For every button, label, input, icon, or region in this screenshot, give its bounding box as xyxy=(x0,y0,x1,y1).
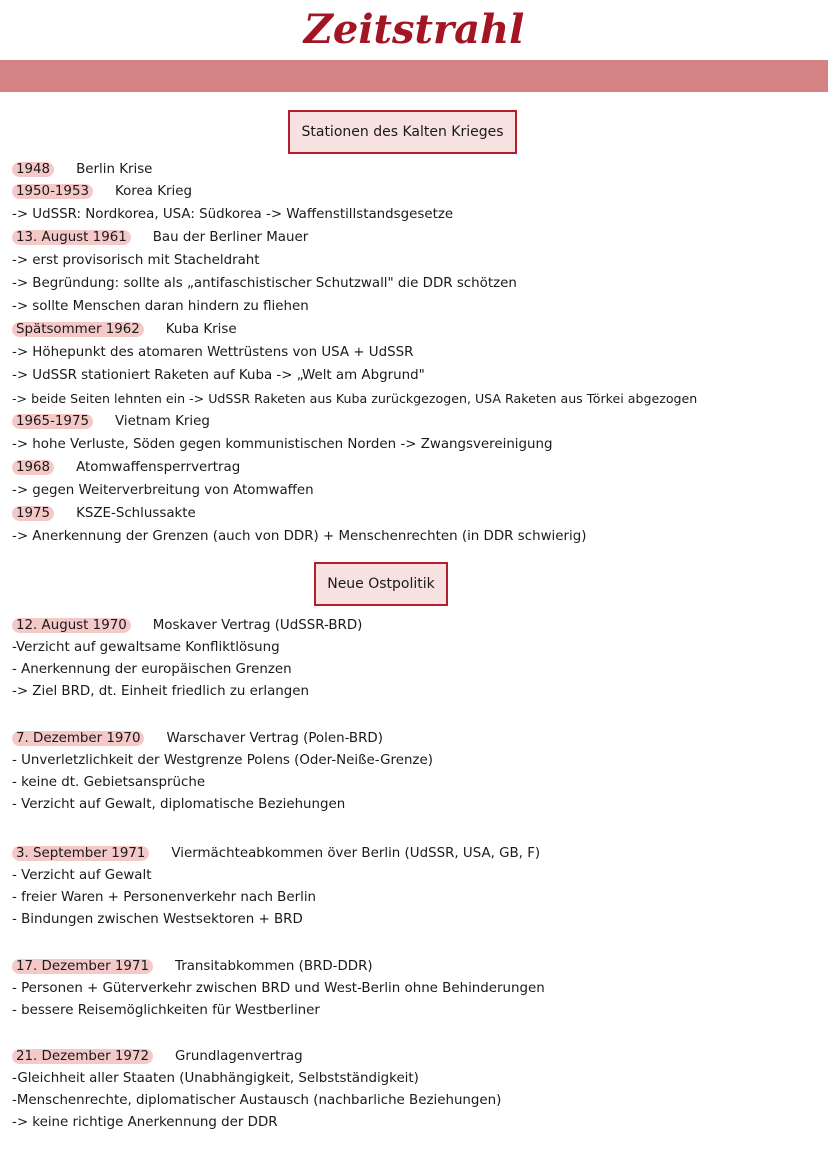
treaty-line xyxy=(12,615,362,637)
event-title: KSZE-Schlussakte xyxy=(76,506,196,521)
event-title: Grundlagenvertrag xyxy=(175,1049,303,1064)
treaty-line xyxy=(12,956,373,978)
treaty-point-line xyxy=(12,750,433,772)
cold-war-line xyxy=(12,296,309,318)
event-title: Bau der Berliner Mauer xyxy=(152,230,309,245)
event-note: -Gleichheit aller Staaten (Unabhängigkeit, Selbstständigkeit) xyxy=(12,1071,419,1086)
cold-war-line xyxy=(12,250,260,272)
event-note: -> Anerkennung der Grenzen (auch von DDR) + Menschenrechten (in DDR schwierig) xyxy=(12,529,587,544)
event-note: - Anerkennung der europäischen Grenzen xyxy=(12,662,292,677)
event-title: Moskaver Vertrag (UdSSR-BRD) xyxy=(152,618,363,633)
event-note: - Personen + Güterverkehr zwischen BRD und West-Berlin ohne Behinderungen xyxy=(12,981,545,996)
date-highlight: Spätsommer 1962 xyxy=(12,322,144,337)
cold-war-line xyxy=(12,480,314,502)
event-note: -> Begründung: sollte als „antifaschistischer Schutzwall" die DDR schötzen xyxy=(12,276,517,291)
date-highlight: 1975 xyxy=(12,506,54,521)
treaty-point-line xyxy=(12,1090,501,1112)
event-note: - Verzicht auf Gewalt xyxy=(12,868,152,883)
cold-war-line xyxy=(12,503,196,525)
cold-war-line xyxy=(12,159,152,181)
date-highlight: 13. August 1961 xyxy=(12,230,131,245)
cold-war-line xyxy=(12,457,240,479)
event-note: -> UdSSR stationiert Raketen auf Kuba -> „Welt am Abgrund" xyxy=(12,368,425,383)
cold-war-line xyxy=(12,319,237,341)
date-highlight: 3. September 1971 xyxy=(12,846,149,861)
treaty-point-line xyxy=(12,887,316,909)
date-highlight: 21. Dezember 1972 xyxy=(12,1049,153,1064)
event-note: - bessere Reisemöglichkeiten für Westberliner xyxy=(12,1003,320,1018)
cold-war-line xyxy=(12,411,210,433)
treaty-line xyxy=(12,728,383,750)
event-note: - freier Waren + Personenverkehr nach Berlin xyxy=(12,890,317,905)
event-note: -> keine richtige Anerkennung der DDR xyxy=(12,1115,278,1130)
event-title: Korea Krieg xyxy=(115,184,192,199)
event-note: -> hohe Verluste, Söden gegen kommunistischen Norden -> Zwangsvereinigung xyxy=(12,437,553,452)
event-title: Kuba Krise xyxy=(165,322,237,337)
date-highlight: 1950-1953 xyxy=(12,184,93,199)
event-note: -Menschenrechte, diplomatischer Austausch (nachbarliche Beziehungen) xyxy=(12,1093,502,1108)
treaty-point-line xyxy=(12,772,205,794)
treaty-point-line xyxy=(12,1000,320,1022)
event-title: Atomwaffensperrvertrag xyxy=(76,460,241,475)
date-highlight: 1948 xyxy=(12,162,54,177)
cold-war-line xyxy=(12,227,308,249)
event-note: -> erst provisorisch mit Stacheldraht xyxy=(12,253,260,268)
treaty-point-line xyxy=(12,1068,419,1090)
event-title: Viermächteabkommen över Berlin (UdSSR, USA, GB, F) xyxy=(171,846,541,861)
date-highlight: 7. Dezember 1970 xyxy=(12,731,144,746)
section-heading-ostpolitik: Neue Ostpolitik xyxy=(314,562,448,606)
date-highlight: 1968 xyxy=(12,460,54,475)
event-note: -> UdSSR: Nordkorea, USA: Südkorea -> Waffenstillstandsgesetze xyxy=(12,207,454,222)
cold-war-line xyxy=(12,342,413,364)
event-title: Vietnam Krieg xyxy=(115,414,210,429)
event-note: - Verzicht auf Gewalt, diplomatische Beziehungen xyxy=(12,797,346,812)
date-highlight: 12. August 1970 xyxy=(12,618,131,633)
treaty-point-line xyxy=(12,978,545,1000)
event-note: -Verzicht auf gewaltsame Konfliktlösung xyxy=(12,640,280,655)
treaty-point-line xyxy=(12,637,280,659)
treaty-point-line xyxy=(12,909,303,931)
treaty-point-line xyxy=(12,865,151,887)
date-highlight: 1965-1975 xyxy=(12,414,93,429)
title-band xyxy=(0,60,828,92)
date-highlight: 17. Dezember 1971 xyxy=(12,959,153,974)
event-note: -> Ziel BRD, dt. Einheit friedlich zu erlangen xyxy=(12,684,309,699)
treaty-point-line xyxy=(12,794,345,816)
cold-war-line xyxy=(12,526,586,548)
cold-war-line xyxy=(12,181,192,203)
treaty-point-line xyxy=(12,659,292,681)
cold-war-line xyxy=(12,204,453,226)
event-title: Berlin Krise xyxy=(76,162,153,177)
treaty-point-line xyxy=(12,681,309,703)
event-note: -> Höhepunkt des atomaren Wettrüstens von USA + UdSSR xyxy=(12,345,414,360)
cold-war-line xyxy=(12,365,425,387)
cold-war-line xyxy=(12,388,697,410)
treaty-line xyxy=(12,1046,303,1068)
section-heading-cold-war: Stationen des Kalten Krieges xyxy=(288,110,517,154)
event-note: - keine dt. Gebietsansprüche xyxy=(12,775,206,790)
event-note: -> beide Seiten lehnten ein -> UdSSR Raketen aus Kuba zurückgezogen, USA Raketen aus Törkei abgezogen xyxy=(12,391,698,406)
event-note: -> gegen Weiterverbreitung von Atomwaffen xyxy=(12,483,314,498)
treaty-point-line xyxy=(12,1112,278,1134)
cold-war-line xyxy=(12,273,517,295)
page-title: Zeitstrahl xyxy=(303,6,525,53)
event-note: - Unverletzlichkeit der Westgrenze Polens (Oder-Neiße-Grenze) xyxy=(12,753,433,768)
treaty-line xyxy=(12,843,540,865)
event-title: Warschaver Vertrag (Polen-BRD) xyxy=(166,731,383,746)
event-note: - Bindungen zwischen Westsektoren + BRD xyxy=(12,912,303,927)
event-title: Transitabkommen (BRD-DDR) xyxy=(175,959,373,974)
event-note: -> sollte Menschen daran hindern zu fliehen xyxy=(12,299,309,314)
cold-war-line xyxy=(12,434,553,456)
